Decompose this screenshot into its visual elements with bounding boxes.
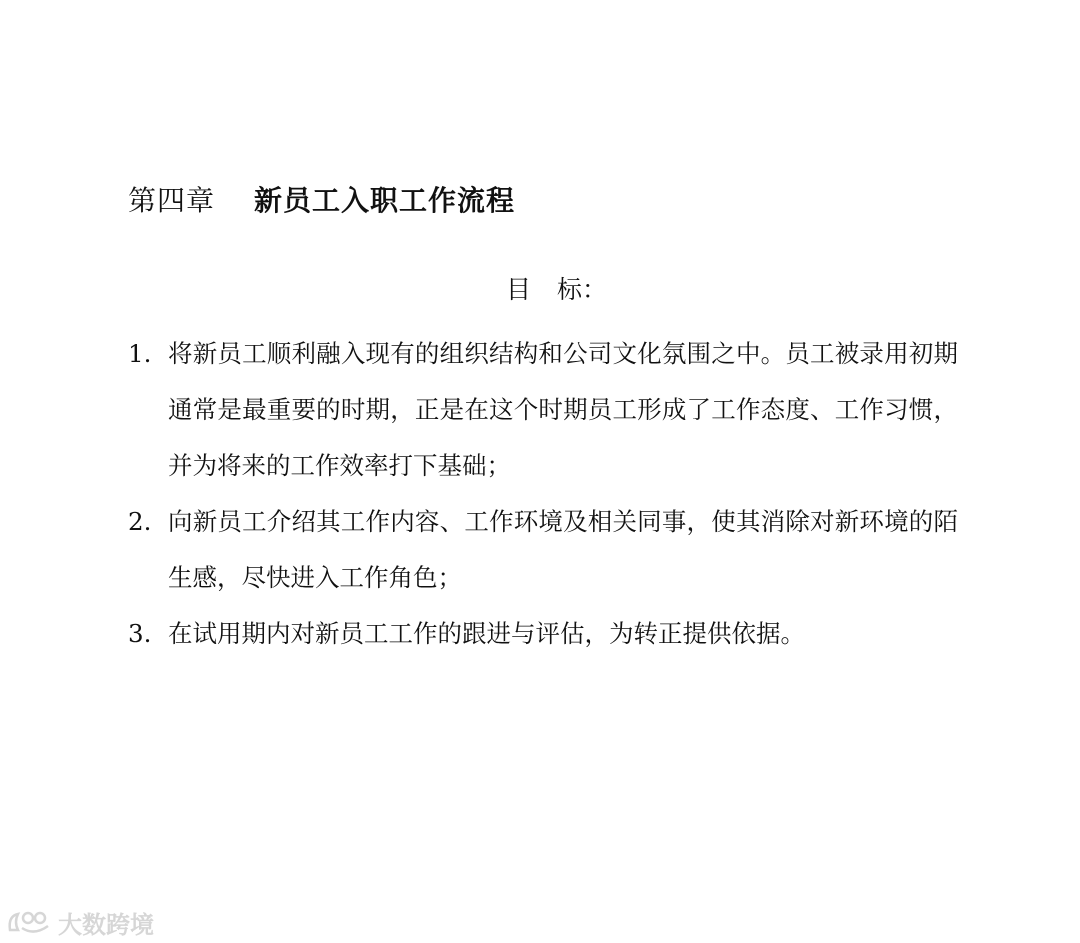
goal-text: 向新员工介绍其工作内容、工作环境及相关同事，使其消除对新环境的陌生感，尽快进入工作角色；: [168, 507, 958, 592]
chapter-number: 第四章: [128, 184, 216, 217]
goal-item-2: [128, 494, 958, 606]
goal-text: 在试用期内对新员工工作的跟进与评估，为转正提供依据。: [168, 619, 805, 648]
goal-number: 1.: [128, 339, 152, 368]
watermark: [6, 906, 154, 938]
goal-number: 2.: [128, 507, 152, 536]
watermark-text: 大数跨境: [58, 910, 154, 939]
brand-logo-icon: [6, 908, 56, 936]
goals-heading: [506, 270, 607, 310]
goal-item-1: [128, 326, 958, 494]
goal-text: 将新员工顺利融入现有的组织结构和公司文化氛围之中。员工被录用初期通常是最重要的时期，正是在这个时期员工形成了工作态度、工作习惯，并为将来的工作效率打下基础；: [168, 339, 958, 480]
goal-number: 3.: [128, 619, 152, 648]
goals-heading-part2: 标：: [557, 275, 608, 304]
chapter-title: 新员工入职工作流程: [254, 184, 516, 217]
goal-item-3: [128, 606, 958, 662]
chapter-heading: [128, 176, 515, 222]
goals-heading-part1: 目: [506, 275, 532, 304]
